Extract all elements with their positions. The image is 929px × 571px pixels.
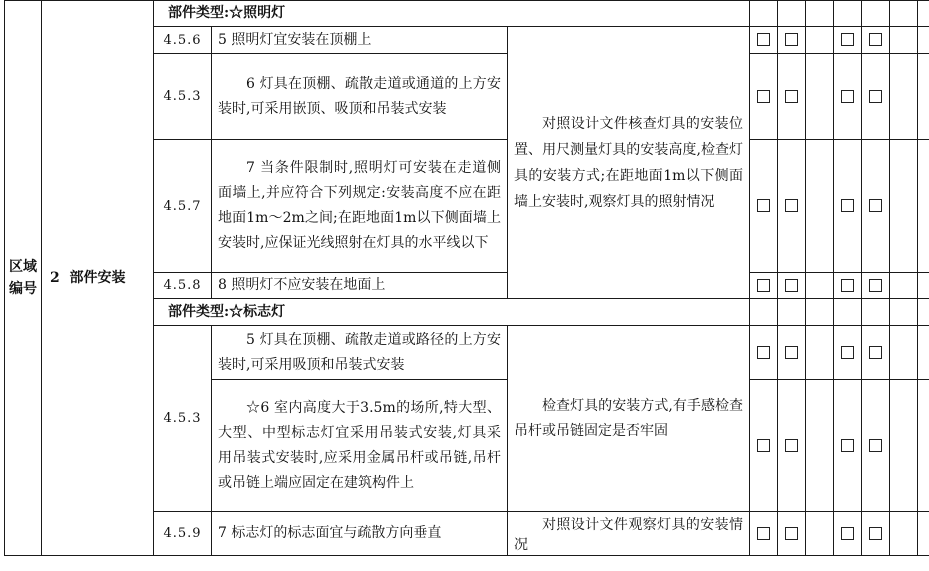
checkbox-cell[interactable] [834,140,862,273]
checkbox[interactable] [869,346,882,359]
checkbox[interactable] [785,527,798,540]
checkbox[interactable] [869,33,882,46]
checkbox-cell[interactable] [750,27,778,54]
checkbox[interactable] [841,439,854,452]
clause-number: 4.5.3 [154,54,212,140]
checkbox[interactable] [841,199,854,212]
inspection-method [508,326,750,512]
checkbox[interactable] [869,279,882,292]
section-row-lighting [5,1,929,27]
checkbox[interactable] [869,527,882,540]
requirement-text: 5 照明灯宜安装在顶棚上 [212,27,508,54]
checkbox[interactable] [841,90,854,103]
requirement-text-content: 6 灯具在顶棚、疏散走道或通道的上方安装时,可采用嵌顶、吸顶和吊装式安装 [218,75,501,117]
checkbox[interactable] [757,90,770,103]
checkbox-cell[interactable] [834,273,862,299]
inspection-table [4,0,929,556]
clause-number: 4.5.9 [154,512,212,556]
checkbox-cell[interactable] [750,512,778,556]
checkbox[interactable] [757,346,770,359]
checkbox-cell[interactable] [862,27,890,54]
checkbox-cell[interactable] [778,273,806,299]
checkbox[interactable] [785,199,798,212]
requirement-text [212,54,508,140]
checkbox-cell[interactable] [778,512,806,556]
checkbox[interactable] [841,346,854,359]
checkbox-cell[interactable] [778,380,806,512]
checkbox-cell[interactable] [834,27,862,54]
clause-number: 4.5.6 [154,27,212,54]
checkbox-cell[interactable] [778,326,806,380]
checkbox[interactable] [841,527,854,540]
checkbox-cell[interactable] [750,380,778,512]
requirement-text [212,140,508,273]
checkbox-cell[interactable] [834,326,862,380]
requirement-text-content: 7 当条件限制时,照明灯可安装在走道侧面墙上,并应符合下列规定:安装高度不应在距地面1m～2m之间;在距地面1m以下侧面墙上安装时,应保证光线照射在灯具的水平线以下 [218,160,501,251]
checkbox[interactable] [869,199,882,212]
checkbox-cell[interactable] [834,54,862,140]
inspection-method [508,512,750,556]
checkbox-cell[interactable] [778,54,806,140]
requirement-text [212,380,508,512]
checkbox[interactable] [757,33,770,46]
checkbox-cell[interactable] [834,512,862,556]
clause-number: 4.5.7 [154,140,212,273]
checkbox[interactable] [785,346,798,359]
inspection-method-text: 对照设计文件观察灯具的安装情况 [514,517,744,553]
checkbox-cell[interactable] [778,140,806,273]
checkbox[interactable] [757,439,770,452]
clause-number: 4.5.8 [154,273,212,299]
requirement-text [212,326,508,380]
checkbox-cell[interactable] [862,273,890,299]
checkbox[interactable] [785,90,798,103]
checkbox[interactable] [785,33,798,46]
checkbox-cell[interactable] [750,326,778,380]
checkbox[interactable] [841,279,854,292]
section-title: 部件类型:☆照明灯 [154,1,750,27]
inspection-method-text: 对照设计文件核查灯具的安装位置、用尺测量灯具的安装高度,检查灯具的安装方式;在距地面1m以下侧面墙上安装时,观察灯具的照射情况 [514,115,744,210]
checkbox[interactable] [757,279,770,292]
requirement-text-content: ☆6 室内高度大于3.5m的场所,特大型、大型、中型标志灯宜采用吊装式安装,灯具采用吊装式安装时,应采用金属吊杆或吊链,吊杆或吊链上端应固定在建筑构件上 [218,399,501,491]
zone-label [5,1,42,556]
checkbox-cell[interactable] [750,54,778,140]
checkbox[interactable] [757,527,770,540]
section-title: 部件类型:☆标志灯 [154,299,750,326]
zone-label-text: 区域 编号 [9,259,37,297]
requirement-text-content: 5 灯具在顶棚、疏散走道或路径的上方安装时,可采用吸顶和吊装式安装 [218,331,501,373]
checkbox[interactable] [869,439,882,452]
checkbox-cell[interactable] [778,27,806,54]
requirement-text: 8 照明灯不应安装在地面上 [212,273,508,299]
clause-number: 4.5.3 [154,326,212,512]
checkbox[interactable] [785,279,798,292]
checkbox-cell[interactable] [834,380,862,512]
checkbox-cell[interactable] [862,140,890,273]
inspection-method-text: 检查灯具的安装方式,有手感检查吊杆或吊链固定是否牢固 [514,397,744,439]
checkbox[interactable] [785,439,798,452]
checkbox-cell[interactable] [750,273,778,299]
checkbox-cell[interactable] [862,380,890,512]
checkbox[interactable] [757,199,770,212]
checkbox-cell[interactable] [862,54,890,140]
checkbox-cell[interactable] [862,512,890,556]
inspection-method [508,27,750,299]
checkbox[interactable] [841,33,854,46]
checkbox-cell[interactable] [862,326,890,380]
checkbox[interactable] [869,90,882,103]
part-label [42,1,154,556]
requirement-text: 7 标志灯的标志面宜与疏散方向垂直 [212,512,508,556]
part-label-text: 2 部件安装 [50,269,126,286]
checkbox-cell[interactable] [750,140,778,273]
